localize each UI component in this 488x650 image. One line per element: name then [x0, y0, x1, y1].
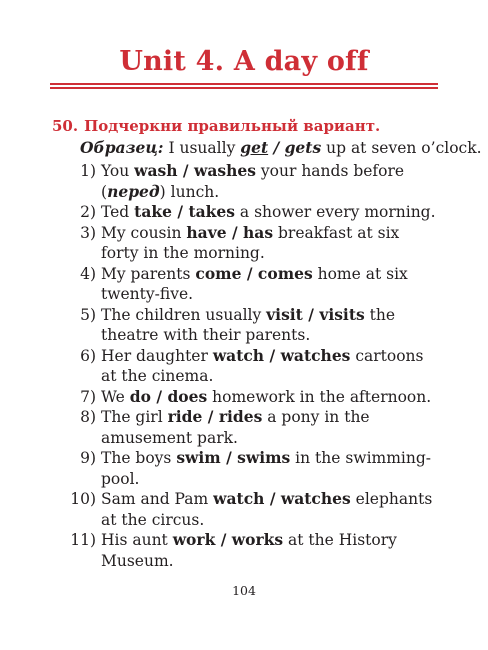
option-separator: / — [150, 386, 168, 406]
option-separator: / — [241, 263, 258, 283]
option-b[interactable]: takes — [188, 202, 235, 221]
task-instruction: Подчеркни правильный вариант. — [84, 117, 381, 135]
option-b[interactable]: visits — [319, 304, 365, 324]
option-separator: / — [264, 345, 281, 365]
item-number: 1) — [80, 162, 96, 180]
item-number: 6) — [80, 346, 96, 365]
item-text: Sam and Pam — [101, 490, 214, 508]
item-text: The boys — [101, 449, 177, 467]
option-a[interactable]: take — [134, 202, 172, 221]
item-text: The girl — [101, 408, 168, 426]
option-separator: / — [215, 530, 232, 549]
option-a[interactable]: swim — [176, 448, 221, 467]
option-separator: / — [264, 489, 281, 508]
item-text: cartoons at the cinema. — [101, 346, 424, 385]
option-separator: / — [202, 407, 219, 426]
example-slash: / — [268, 138, 285, 157]
item-number: 10) — [70, 490, 96, 508]
option-a[interactable]: visit — [266, 304, 303, 324]
option-separator: / — [226, 222, 244, 242]
example-option-correct: get — [240, 138, 269, 157]
task-number: 50. — [52, 117, 79, 135]
option-a[interactable]: do — [129, 386, 151, 406]
item-number: 7) — [80, 387, 96, 406]
list-item — [68, 448, 440, 489]
page-number: 104 — [232, 583, 256, 598]
option-separator: / — [177, 161, 194, 180]
option-b[interactable]: comes — [257, 263, 313, 283]
title-rule-bottom — [50, 87, 438, 89]
item-number: 5) — [80, 305, 96, 324]
example-text-before: I usually — [163, 139, 241, 157]
option-a[interactable]: have — [186, 222, 227, 242]
item-number: 2) — [80, 203, 96, 221]
example-text-after: up at seven o’clock. — [321, 139, 482, 157]
option-b[interactable]: has — [243, 222, 274, 242]
item-number: 11) — [70, 531, 96, 549]
item-text: My cousin — [101, 223, 187, 242]
option-a[interactable]: wash — [134, 161, 178, 180]
option-b[interactable]: swims — [237, 448, 291, 467]
list-item — [68, 530, 440, 571]
item-text: The children usually — [101, 305, 267, 324]
list-item — [68, 161, 440, 202]
example-label: Образец: — [80, 138, 164, 157]
item-translation: перед — [107, 181, 160, 201]
list-item — [68, 202, 440, 223]
item-text: Her daughter — [101, 346, 213, 365]
item-number: 4) — [80, 264, 96, 283]
title-rule-top — [50, 83, 438, 85]
option-separator: / — [302, 304, 320, 324]
item-text: elephants at the circus. — [101, 490, 433, 529]
option-b[interactable]: does — [167, 386, 208, 406]
item-text: your hands before ( — [101, 162, 405, 201]
item-text: ) lunch. — [159, 182, 220, 201]
example-line — [80, 138, 482, 157]
option-a[interactable]: watch — [212, 345, 265, 365]
item-text: breakfast at six forty in the morning. — [101, 223, 400, 262]
option-b[interactable]: washes — [194, 161, 256, 180]
option-separator: / — [220, 448, 238, 467]
item-text: home at six twenty-five. — [101, 264, 408, 303]
item-number: 3) — [80, 223, 96, 242]
option-b[interactable]: works — [231, 530, 284, 549]
item-text: a pony in the amusement park. — [101, 408, 370, 447]
item-number: 9) — [80, 449, 96, 467]
item-text: in the swimming-pool. — [101, 449, 432, 488]
exercise-list — [68, 161, 440, 571]
item-text: You — [101, 162, 135, 180]
option-separator: / — [171, 202, 189, 221]
list-item — [68, 346, 440, 387]
item-text: homework in the afternoon. — [207, 387, 432, 406]
list-item — [68, 489, 440, 530]
list-item — [68, 305, 440, 346]
list-item — [68, 387, 440, 408]
option-a[interactable]: watch — [213, 489, 265, 508]
item-text: We — [101, 387, 130, 406]
example-option-wrong: gets — [284, 138, 322, 157]
option-b[interactable]: watches — [280, 489, 351, 508]
item-text: His aunt — [101, 531, 173, 549]
option-b[interactable]: watches — [280, 345, 351, 365]
list-item — [68, 407, 440, 448]
item-text: the theatre with their parents. — [101, 305, 396, 344]
option-a[interactable]: work — [172, 530, 216, 549]
item-text: Ted — [101, 203, 135, 221]
option-a[interactable]: come — [195, 263, 242, 283]
item-text: My parents — [101, 264, 196, 283]
item-text: at the History Museum. — [101, 531, 397, 570]
option-b[interactable]: rides — [218, 407, 263, 426]
option-a[interactable]: ride — [167, 407, 203, 426]
item-number: 8) — [80, 408, 96, 426]
task-heading — [52, 117, 380, 135]
item-text: a shower every morning. — [234, 203, 436, 221]
list-item — [68, 223, 440, 264]
page-title: Unit 4. A day off — [119, 46, 369, 77]
list-item — [68, 264, 440, 305]
